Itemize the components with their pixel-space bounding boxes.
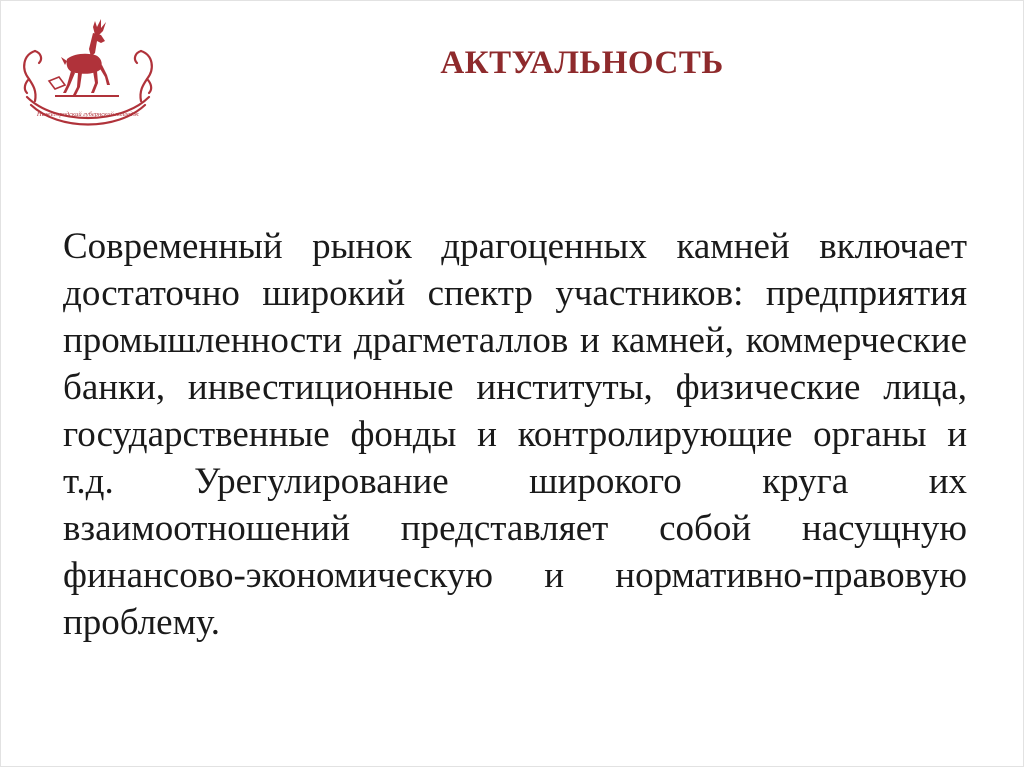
logo-ribbon-text: Нижегородский губернский колледж — [36, 111, 140, 118]
slide-body-text: Современный рынок драгоценных камней включает достаточно широкий спектр участников: предприятия промышленности драгметаллов и камней, коммерческие банки, инвестиционные институты, физические лица, государственные фонды и контролирующие органы и т.д. Урегулирование широкого круга их взаимоотношений представляет собой насущную финансово-экономическую и нормативно-правовую проблему. — [63, 226, 967, 643]
slide-title: АКТУАЛЬНОСТЬ — [440, 45, 724, 81]
